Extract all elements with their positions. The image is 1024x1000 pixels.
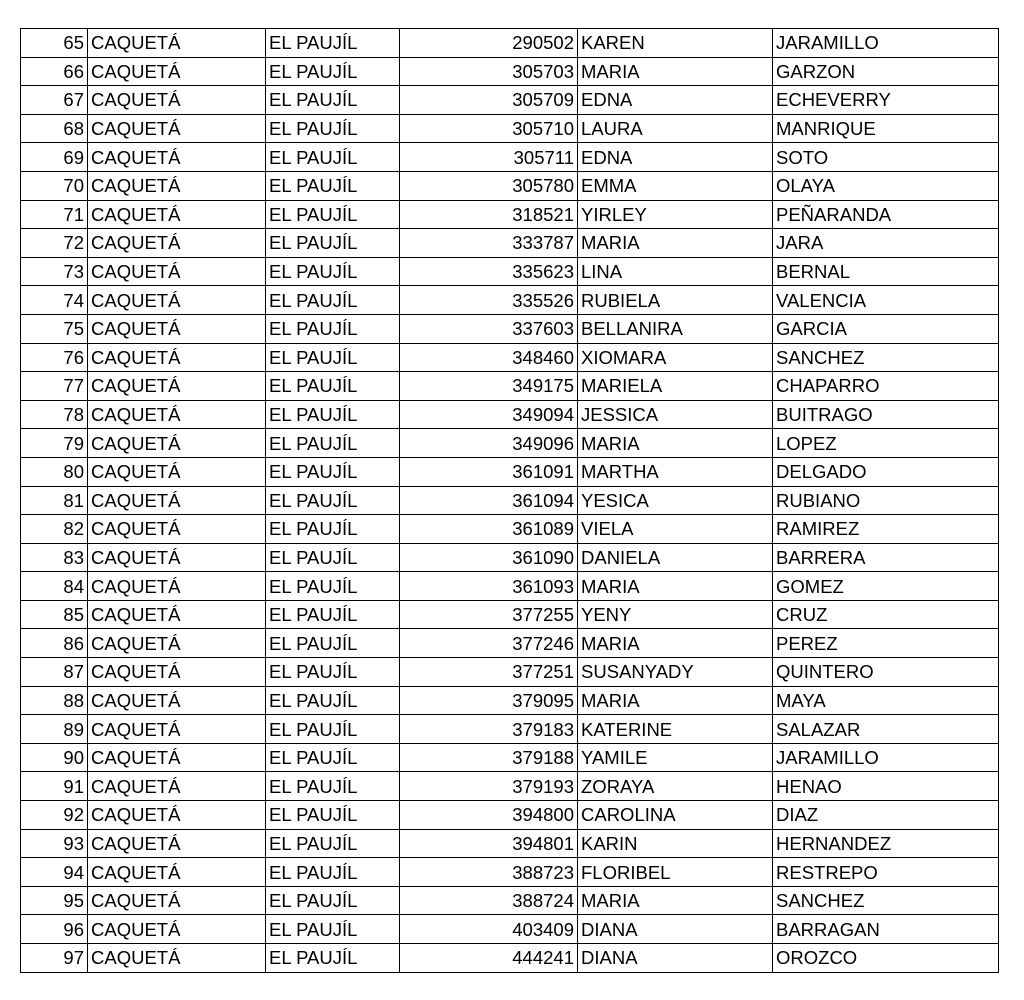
id-number-cell: 349094 xyxy=(400,400,578,429)
row-number-cell: 90 xyxy=(21,743,88,772)
municipality-cell: EL PAUJÍL xyxy=(266,572,400,601)
row-number-cell: 93 xyxy=(21,829,88,858)
table-row xyxy=(21,486,999,515)
last-name-cell: OROZCO xyxy=(773,944,999,973)
last-name-cell: ECHEVERRY xyxy=(773,86,999,115)
department-cell: CAQUETÁ xyxy=(88,143,266,172)
last-name-cell: PEREZ xyxy=(773,629,999,658)
row-number-cell: 75 xyxy=(21,314,88,343)
first-name-cell: BELLANIRA xyxy=(578,314,773,343)
department-cell: CAQUETÁ xyxy=(88,743,266,772)
table-body xyxy=(21,29,999,973)
municipality-cell: EL PAUJÍL xyxy=(266,257,400,286)
last-name-cell: MANRIQUE xyxy=(773,114,999,143)
row-number-cell: 76 xyxy=(21,343,88,372)
id-number-cell: 337603 xyxy=(400,314,578,343)
id-number-cell: 349175 xyxy=(400,372,578,401)
municipality-cell: EL PAUJÍL xyxy=(266,715,400,744)
first-name-cell: KATERINE xyxy=(578,715,773,744)
first-name-cell: CAROLINA xyxy=(578,801,773,830)
first-name-cell: FLORIBEL xyxy=(578,858,773,887)
department-cell: CAQUETÁ xyxy=(88,400,266,429)
department-cell: CAQUETÁ xyxy=(88,686,266,715)
first-name-cell: EDNA xyxy=(578,143,773,172)
department-cell: CAQUETÁ xyxy=(88,343,266,372)
row-number-cell: 74 xyxy=(21,286,88,315)
last-name-cell: SANCHEZ xyxy=(773,343,999,372)
id-number-cell: 361091 xyxy=(400,457,578,486)
table-row xyxy=(21,915,999,944)
row-number-cell: 80 xyxy=(21,457,88,486)
id-number-cell: 444241 xyxy=(400,944,578,973)
municipality-cell: EL PAUJÍL xyxy=(266,658,400,687)
last-name-cell: QUINTERO xyxy=(773,658,999,687)
id-number-cell: 361089 xyxy=(400,515,578,544)
department-cell: CAQUETÁ xyxy=(88,314,266,343)
id-number-cell: 403409 xyxy=(400,915,578,944)
id-number-cell: 333787 xyxy=(400,229,578,258)
table-row xyxy=(21,801,999,830)
department-cell: CAQUETÁ xyxy=(88,229,266,258)
municipality-cell: EL PAUJÍL xyxy=(266,400,400,429)
row-number-cell: 77 xyxy=(21,372,88,401)
id-number-cell: 394801 xyxy=(400,829,578,858)
department-cell: CAQUETÁ xyxy=(88,286,266,315)
first-name-cell: VIELA xyxy=(578,515,773,544)
municipality-cell: EL PAUJÍL xyxy=(266,915,400,944)
table-row xyxy=(21,572,999,601)
last-name-cell: GOMEZ xyxy=(773,572,999,601)
last-name-cell: DELGADO xyxy=(773,457,999,486)
department-cell: CAQUETÁ xyxy=(88,57,266,86)
table-row xyxy=(21,171,999,200)
last-name-cell: MAYA xyxy=(773,686,999,715)
municipality-cell: EL PAUJÍL xyxy=(266,229,400,258)
last-name-cell: JARAMILLO xyxy=(773,743,999,772)
first-name-cell: DIANA xyxy=(578,944,773,973)
first-name-cell: YAMILE xyxy=(578,743,773,772)
id-number-cell: 361090 xyxy=(400,543,578,572)
first-name-cell: MARIA xyxy=(578,572,773,601)
row-number-cell: 89 xyxy=(21,715,88,744)
row-number-cell: 92 xyxy=(21,801,88,830)
first-name-cell: LINA xyxy=(578,257,773,286)
first-name-cell: MARIA xyxy=(578,886,773,915)
id-number-cell: 305703 xyxy=(400,57,578,86)
municipality-cell: EL PAUJÍL xyxy=(266,343,400,372)
first-name-cell: RUBIELA xyxy=(578,286,773,315)
table-row xyxy=(21,600,999,629)
first-name-cell: LAURA xyxy=(578,114,773,143)
first-name-cell: KAREN xyxy=(578,29,773,58)
row-number-cell: 83 xyxy=(21,543,88,572)
department-cell: CAQUETÁ xyxy=(88,457,266,486)
table-row xyxy=(21,715,999,744)
last-name-cell: DIAZ xyxy=(773,801,999,830)
last-name-cell: SOTO xyxy=(773,143,999,172)
first-name-cell: MARIA xyxy=(578,57,773,86)
municipality-cell: EL PAUJÍL xyxy=(266,171,400,200)
municipality-cell: EL PAUJÍL xyxy=(266,829,400,858)
id-number-cell: 388724 xyxy=(400,886,578,915)
table-row xyxy=(21,400,999,429)
table-row xyxy=(21,629,999,658)
row-number-cell: 69 xyxy=(21,143,88,172)
first-name-cell: EMMA xyxy=(578,171,773,200)
first-name-cell: JESSICA xyxy=(578,400,773,429)
id-number-cell: 348460 xyxy=(400,343,578,372)
table-row xyxy=(21,200,999,229)
last-name-cell: HENAO xyxy=(773,772,999,801)
department-cell: CAQUETÁ xyxy=(88,200,266,229)
municipality-cell: EL PAUJÍL xyxy=(266,543,400,572)
table-row xyxy=(21,86,999,115)
row-number-cell: 94 xyxy=(21,858,88,887)
municipality-cell: EL PAUJÍL xyxy=(266,772,400,801)
table-row xyxy=(21,858,999,887)
municipality-cell: EL PAUJÍL xyxy=(266,801,400,830)
row-number-cell: 97 xyxy=(21,944,88,973)
first-name-cell: DIANA xyxy=(578,915,773,944)
id-number-cell: 335623 xyxy=(400,257,578,286)
id-number-cell: 290502 xyxy=(400,29,578,58)
municipality-cell: EL PAUJÍL xyxy=(266,29,400,58)
table-row xyxy=(21,257,999,286)
municipality-cell: EL PAUJÍL xyxy=(266,858,400,887)
municipality-cell: EL PAUJÍL xyxy=(266,86,400,115)
municipality-cell: EL PAUJÍL xyxy=(266,286,400,315)
row-number-cell: 78 xyxy=(21,400,88,429)
id-number-cell: 305710 xyxy=(400,114,578,143)
last-name-cell: SALAZAR xyxy=(773,715,999,744)
department-cell: CAQUETÁ xyxy=(88,915,266,944)
table-row xyxy=(21,457,999,486)
id-number-cell: 349096 xyxy=(400,429,578,458)
last-name-cell: SANCHEZ xyxy=(773,886,999,915)
municipality-cell: EL PAUJÍL xyxy=(266,515,400,544)
first-name-cell: YIRLEY xyxy=(578,200,773,229)
id-number-cell: 305711 xyxy=(400,143,578,172)
first-name-cell: ZORAYA xyxy=(578,772,773,801)
municipality-cell: EL PAUJÍL xyxy=(266,429,400,458)
department-cell: CAQUETÁ xyxy=(88,772,266,801)
department-cell: CAQUETÁ xyxy=(88,801,266,830)
table-row xyxy=(21,143,999,172)
last-name-cell: RAMIREZ xyxy=(773,515,999,544)
data-table xyxy=(20,28,999,973)
row-number-cell: 82 xyxy=(21,515,88,544)
first-name-cell: YESICA xyxy=(578,486,773,515)
municipality-cell: EL PAUJÍL xyxy=(266,114,400,143)
table-row xyxy=(21,543,999,572)
last-name-cell: VALENCIA xyxy=(773,286,999,315)
first-name-cell: YENY xyxy=(578,600,773,629)
department-cell: CAQUETÁ xyxy=(88,858,266,887)
first-name-cell: MARTHA xyxy=(578,457,773,486)
row-number-cell: 88 xyxy=(21,686,88,715)
municipality-cell: EL PAUJÍL xyxy=(266,143,400,172)
row-number-cell: 95 xyxy=(21,886,88,915)
table-row xyxy=(21,372,999,401)
last-name-cell: CRUZ xyxy=(773,600,999,629)
table-row xyxy=(21,114,999,143)
department-cell: CAQUETÁ xyxy=(88,372,266,401)
table-row xyxy=(21,743,999,772)
municipality-cell: EL PAUJÍL xyxy=(266,314,400,343)
id-number-cell: 377255 xyxy=(400,600,578,629)
department-cell: CAQUETÁ xyxy=(88,29,266,58)
first-name-cell: MARIA xyxy=(578,229,773,258)
municipality-cell: EL PAUJÍL xyxy=(266,886,400,915)
municipality-cell: EL PAUJÍL xyxy=(266,743,400,772)
last-name-cell: BARRERA xyxy=(773,543,999,572)
last-name-cell: HERNANDEZ xyxy=(773,829,999,858)
last-name-cell: JARAMILLO xyxy=(773,29,999,58)
last-name-cell: RESTREPO xyxy=(773,858,999,887)
row-number-cell: 91 xyxy=(21,772,88,801)
table-row xyxy=(21,886,999,915)
municipality-cell: EL PAUJÍL xyxy=(266,372,400,401)
department-cell: CAQUETÁ xyxy=(88,543,266,572)
table-row xyxy=(21,343,999,372)
municipality-cell: EL PAUJÍL xyxy=(266,200,400,229)
table-row xyxy=(21,229,999,258)
table-row xyxy=(21,286,999,315)
row-number-cell: 71 xyxy=(21,200,88,229)
department-cell: CAQUETÁ xyxy=(88,257,266,286)
last-name-cell: BUITRAGO xyxy=(773,400,999,429)
municipality-cell: EL PAUJÍL xyxy=(266,486,400,515)
department-cell: CAQUETÁ xyxy=(88,944,266,973)
id-number-cell: 377246 xyxy=(400,629,578,658)
id-number-cell: 361094 xyxy=(400,486,578,515)
id-number-cell: 379183 xyxy=(400,715,578,744)
first-name-cell: MARIELA xyxy=(578,372,773,401)
id-number-cell: 379193 xyxy=(400,772,578,801)
municipality-cell: EL PAUJÍL xyxy=(266,600,400,629)
table-row xyxy=(21,29,999,58)
id-number-cell: 379095 xyxy=(400,686,578,715)
last-name-cell: CHAPARRO xyxy=(773,372,999,401)
municipality-cell: EL PAUJÍL xyxy=(266,944,400,973)
row-number-cell: 66 xyxy=(21,57,88,86)
department-cell: CAQUETÁ xyxy=(88,486,266,515)
table-row xyxy=(21,57,999,86)
row-number-cell: 79 xyxy=(21,429,88,458)
first-name-cell: KARIN xyxy=(578,829,773,858)
table-row xyxy=(21,314,999,343)
last-name-cell: LOPEZ xyxy=(773,429,999,458)
id-number-cell: 361093 xyxy=(400,572,578,601)
row-number-cell: 67 xyxy=(21,86,88,115)
row-number-cell: 85 xyxy=(21,600,88,629)
row-number-cell: 96 xyxy=(21,915,88,944)
department-cell: CAQUETÁ xyxy=(88,886,266,915)
table-row xyxy=(21,429,999,458)
first-name-cell: MARIA xyxy=(578,686,773,715)
first-name-cell: MARIA xyxy=(578,629,773,658)
table-row xyxy=(21,829,999,858)
first-name-cell: SUSANYADY xyxy=(578,658,773,687)
row-number-cell: 65 xyxy=(21,29,88,58)
department-cell: CAQUETÁ xyxy=(88,658,266,687)
first-name-cell: DANIELA xyxy=(578,543,773,572)
department-cell: CAQUETÁ xyxy=(88,171,266,200)
department-cell: CAQUETÁ xyxy=(88,629,266,658)
last-name-cell: JARA xyxy=(773,229,999,258)
id-number-cell: 394800 xyxy=(400,801,578,830)
last-name-cell: BERNAL xyxy=(773,257,999,286)
municipality-cell: EL PAUJÍL xyxy=(266,629,400,658)
id-number-cell: 318521 xyxy=(400,200,578,229)
row-number-cell: 73 xyxy=(21,257,88,286)
last-name-cell: PEÑARANDA xyxy=(773,200,999,229)
municipality-cell: EL PAUJÍL xyxy=(266,457,400,486)
department-cell: CAQUETÁ xyxy=(88,114,266,143)
first-name-cell: EDNA xyxy=(578,86,773,115)
first-name-cell: XIOMARA xyxy=(578,343,773,372)
department-cell: CAQUETÁ xyxy=(88,572,266,601)
row-number-cell: 81 xyxy=(21,486,88,515)
department-cell: CAQUETÁ xyxy=(88,600,266,629)
row-number-cell: 68 xyxy=(21,114,88,143)
department-cell: CAQUETÁ xyxy=(88,86,266,115)
id-number-cell: 388723 xyxy=(400,858,578,887)
last-name-cell: RUBIANO xyxy=(773,486,999,515)
last-name-cell: BARRAGAN xyxy=(773,915,999,944)
table-row xyxy=(21,944,999,973)
row-number-cell: 86 xyxy=(21,629,88,658)
department-cell: CAQUETÁ xyxy=(88,715,266,744)
id-number-cell: 305780 xyxy=(400,171,578,200)
id-number-cell: 335526 xyxy=(400,286,578,315)
last-name-cell: GARZON xyxy=(773,57,999,86)
table-row xyxy=(21,658,999,687)
last-name-cell: GARCIA xyxy=(773,314,999,343)
first-name-cell: MARIA xyxy=(578,429,773,458)
row-number-cell: 70 xyxy=(21,171,88,200)
table-row xyxy=(21,686,999,715)
municipality-cell: EL PAUJÍL xyxy=(266,57,400,86)
id-number-cell: 379188 xyxy=(400,743,578,772)
row-number-cell: 87 xyxy=(21,658,88,687)
table-row xyxy=(21,515,999,544)
id-number-cell: 305709 xyxy=(400,86,578,115)
last-name-cell: OLAYA xyxy=(773,171,999,200)
department-cell: CAQUETÁ xyxy=(88,515,266,544)
row-number-cell: 72 xyxy=(21,229,88,258)
department-cell: CAQUETÁ xyxy=(88,829,266,858)
table-row xyxy=(21,772,999,801)
row-number-cell: 84 xyxy=(21,572,88,601)
municipality-cell: EL PAUJÍL xyxy=(266,686,400,715)
id-number-cell: 377251 xyxy=(400,658,578,687)
department-cell: CAQUETÁ xyxy=(88,429,266,458)
